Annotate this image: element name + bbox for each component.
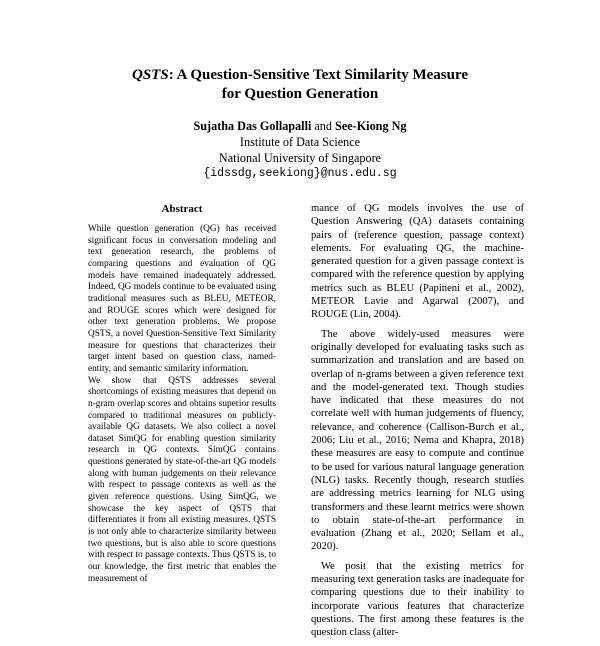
intro-paragraph-1: mance of QG models involves the use of Question Answering (QA) datasets containing pairs of (reference question, passage context) elements. For evaluating QG, the machine-generated question for a given passage context is compared with the reference question by applying metrics such as BLEU (Papineni et al., 2002), METEOR Lavie and Agarwal (2007), and ROUGE (Lin, 2004). bbox=[311, 203, 524, 321]
author-block bbox=[100, 118, 500, 182]
author-and: and bbox=[314, 119, 332, 133]
author-email: {idssdg,seekiong}@nus.edu.sg bbox=[203, 167, 397, 180]
intro-column bbox=[311, 202, 524, 646]
affiliation-institute: Institute of Data Science bbox=[239, 135, 361, 149]
author-1: Sujatha Das Gollapalli bbox=[193, 119, 312, 133]
author-names bbox=[100, 118, 500, 134]
title-acronym: QSTS bbox=[132, 67, 169, 83]
abstract-paragraph-2: We show that QSTS addresses several shortcomings of existing measures that depend on n-gram overlap scores and obtains superior results compared to traditional measures on publicly-available QG datasets. We also collect a novel dataset SimQG for enabling question similarity research in QG contexts. SimQG contains questions generated by state-of-the-art QG models along with human judgements on their relevance with respect to passage contexts as well as the given reference questions. Using SimQG, we showcase the key aspect of QSTS that differentiates it from all existing measures. QSTS is not only able to characterize similarity between two questions, but is also able to score questions with respect to passage contexts. Thus QSTS is, to our knowledge, the first metric that enables the measurement of bbox=[88, 375, 276, 584]
intro-paragraph-3: We posit that the existing metrics for measuring text generation tasks are inadequate for comparing questions due to their inability to incorporate various features that characterize questions. The first among these features is the question class (alter- bbox=[311, 560, 524, 639]
abstract-paragraph-1: While question generation (QG) has received significant focus in conversation modeling and text generation research, the problems of comparing questions and evaluation of QG models have remained inadequately addressed. Indeed, QG models continue to be evaluated using traditional measures such as BLEU, METEOR, and ROUGE scores which were designed for other text generation problems. We propose QSTS, a novel Question-Sensitive Text Similarity measure for questions that characterizes their target intent based on question class, named-entity, and semantic similarity information. bbox=[88, 224, 276, 374]
affiliation-university: National University of Singapore bbox=[218, 151, 382, 165]
abstract-column bbox=[88, 202, 276, 585]
title-line2: for Question Generation bbox=[221, 86, 379, 102]
abstract-heading: Abstract bbox=[161, 203, 203, 215]
intro-paragraph-2: The above widely-used measures were originally developed for evaluating tasks such as summarization and translation and are based on overlap of n-grams between a given reference text and the model-generated text. Though studies have indicated that these measures do not correlate well with human judgements of fluency, relevance, and coherence (Callison-Burch et al., 2006; Liu et al., 2016; Nema and Khapra, 2018) these measures are easy to compute and continue to be used for various natural language generation (NLG) tasks. Recently though, research studies are addressing metrics learning for NLG using transformers and these learnt metrics were shown to obtain state-of-the-art performance in evaluation (Zhang et al., 2020; Sellam et al., 2020). bbox=[311, 328, 524, 553]
title-line1: : A Question-Sensitive Text Similarity Measure bbox=[168, 67, 468, 83]
author-2: See-Kiong Ng bbox=[335, 119, 407, 133]
paper-title bbox=[60, 66, 540, 104]
